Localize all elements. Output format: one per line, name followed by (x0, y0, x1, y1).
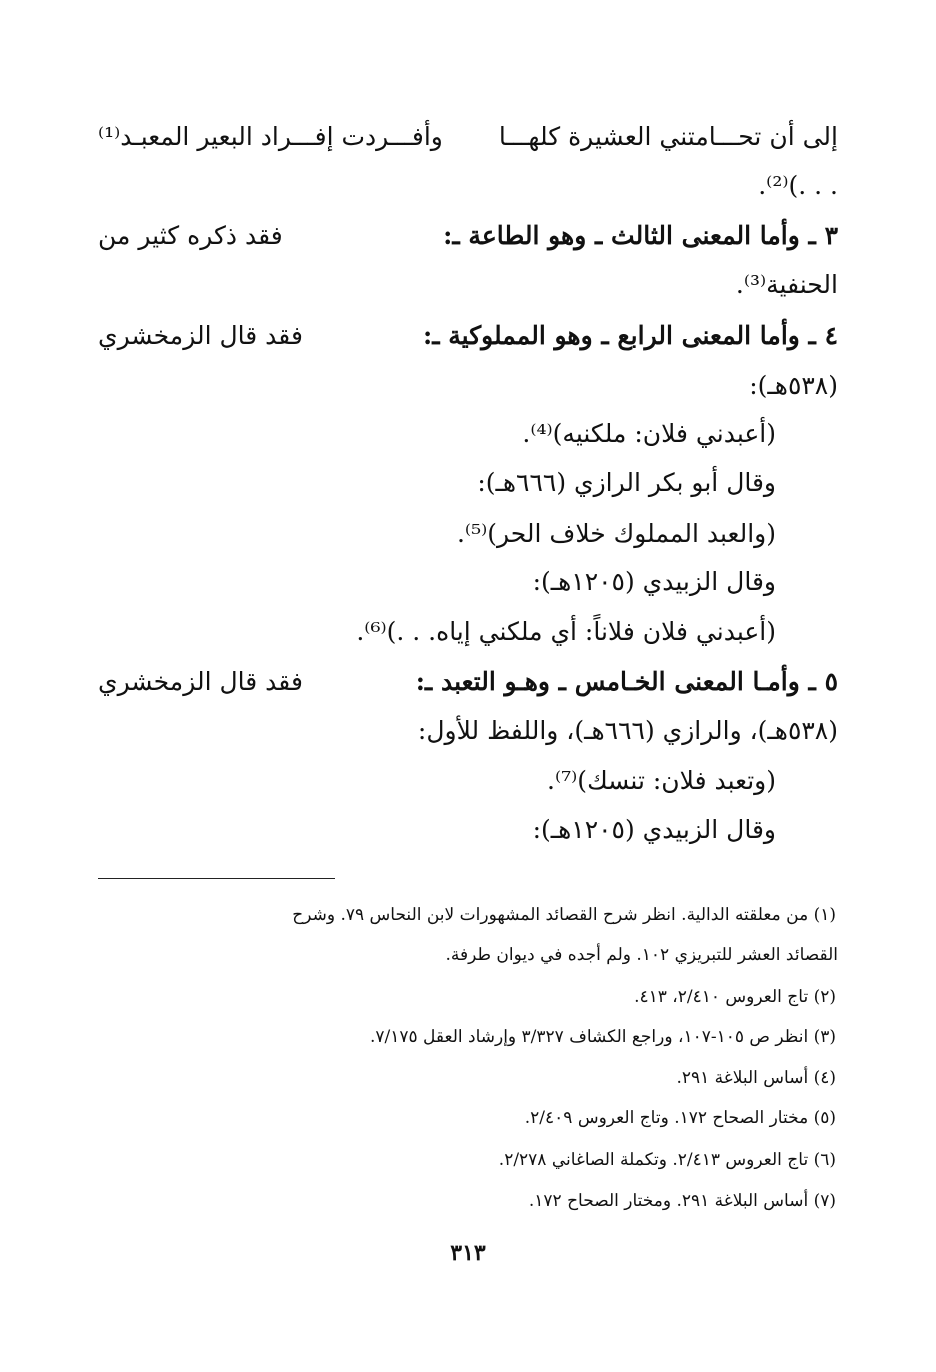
paragraph-3-line-2: الحنفية⁽³⁾. (735, 270, 838, 299)
section-5-heading: ٥ ـ وأمـا المعنى الخـامس ـ وهـو التعبد ـ: (415, 667, 838, 696)
paragraph-3-line-1 (98, 216, 838, 256)
statement-3: وقال الزبيدي (١٢٠٥هـ): (532, 815, 776, 844)
paragraph-5-line-2: (٥٣٨هـ)، والرازي (٦٦٦هـ)، واللفظ للأول: (417, 716, 838, 745)
verse-second-hemistich: وأفـــردت إفـــراد البعير المعبـد⁽¹⁾ (98, 122, 443, 151)
footnote-7: (٧) أساس البلاغة ٢٩١. ومختار الصحاح ١٧٢. (528, 1191, 836, 1211)
footnote-3: (٣) انظر ص ١٠٥-١٠٧، وراجع الكشاف ٣/٣٢٧ وإرشاد العقل ٧/١٧٥. (369, 1027, 836, 1047)
statement-1: وقال أبو بكر الرازي (٦٦٦هـ): (477, 468, 776, 497)
paragraph-5-line-1 (98, 662, 838, 702)
footnote-separator (98, 878, 335, 879)
section-4-heading: ٤ ـ وأما المعنى الرابع ـ وهو المملوكية ـ: (423, 321, 838, 350)
quote-4: (وتعبد فلان: تنسك)⁽⁷⁾. (547, 766, 776, 795)
paragraph-5-text: فقد قال الزمخشري (98, 667, 303, 696)
footnote-2: (٢) تاج العروس ٢/٤١٠، ٤١٣. (634, 987, 836, 1007)
footnote-1-line-1: (١) من معلقته الدالية. انظر شرح القصائد المشهورات لابن النحاس ٧٩. وشرح (292, 905, 836, 925)
page-number: ٣١٣ (450, 1240, 486, 1266)
paragraph-4-text: فقد قال الزمخشري (98, 321, 303, 350)
footnote-5: (٥) مختار الصحاح ١٧٢. وتاج العروس ٢/٤٠٩. (524, 1108, 836, 1128)
paragraph-4-line-2: (٥٣٨هـ): (749, 371, 838, 400)
verse-first-hemistich: إلى أن تحـــامتني العشيرة كلهـــا (498, 122, 838, 151)
statement-2: وقال الزبيدي (١٢٠٥هـ): (532, 567, 776, 596)
section-3-heading: ٣ ـ وأما المعنى الثالث ـ وهو الطاعة ـ: (443, 221, 838, 250)
quote-2: (والعبد المملوك خلاف الحر)⁽⁵⁾. (456, 519, 776, 548)
paragraph-3-text: فقد ذكره كثير من (98, 221, 283, 250)
poem-verse (98, 117, 838, 157)
footnote-4: (٤) أساس البلاغة ٢٩١. (676, 1068, 836, 1088)
quote-1: (أعبدني فلان: ملكنيه)⁽⁴⁾. (522, 419, 776, 448)
paragraph-4-line-1 (98, 316, 838, 356)
footnote-6: (٦) تاج العروس ٢/٤١٣. وتكملة الصاغاني ٢/٢٧٨. (498, 1150, 836, 1170)
quote-3: (أعبدني فلان فلاناً: أي ملكني إياه. . .)⁽⁶⁾. (356, 617, 776, 646)
footnote-1-line-2: القصائد العشر للتبريزي ١٠٢. ولم أجده في ديوان طرفة. (445, 945, 838, 965)
verse-continuation: . . .)⁽²⁾. (758, 171, 838, 200)
